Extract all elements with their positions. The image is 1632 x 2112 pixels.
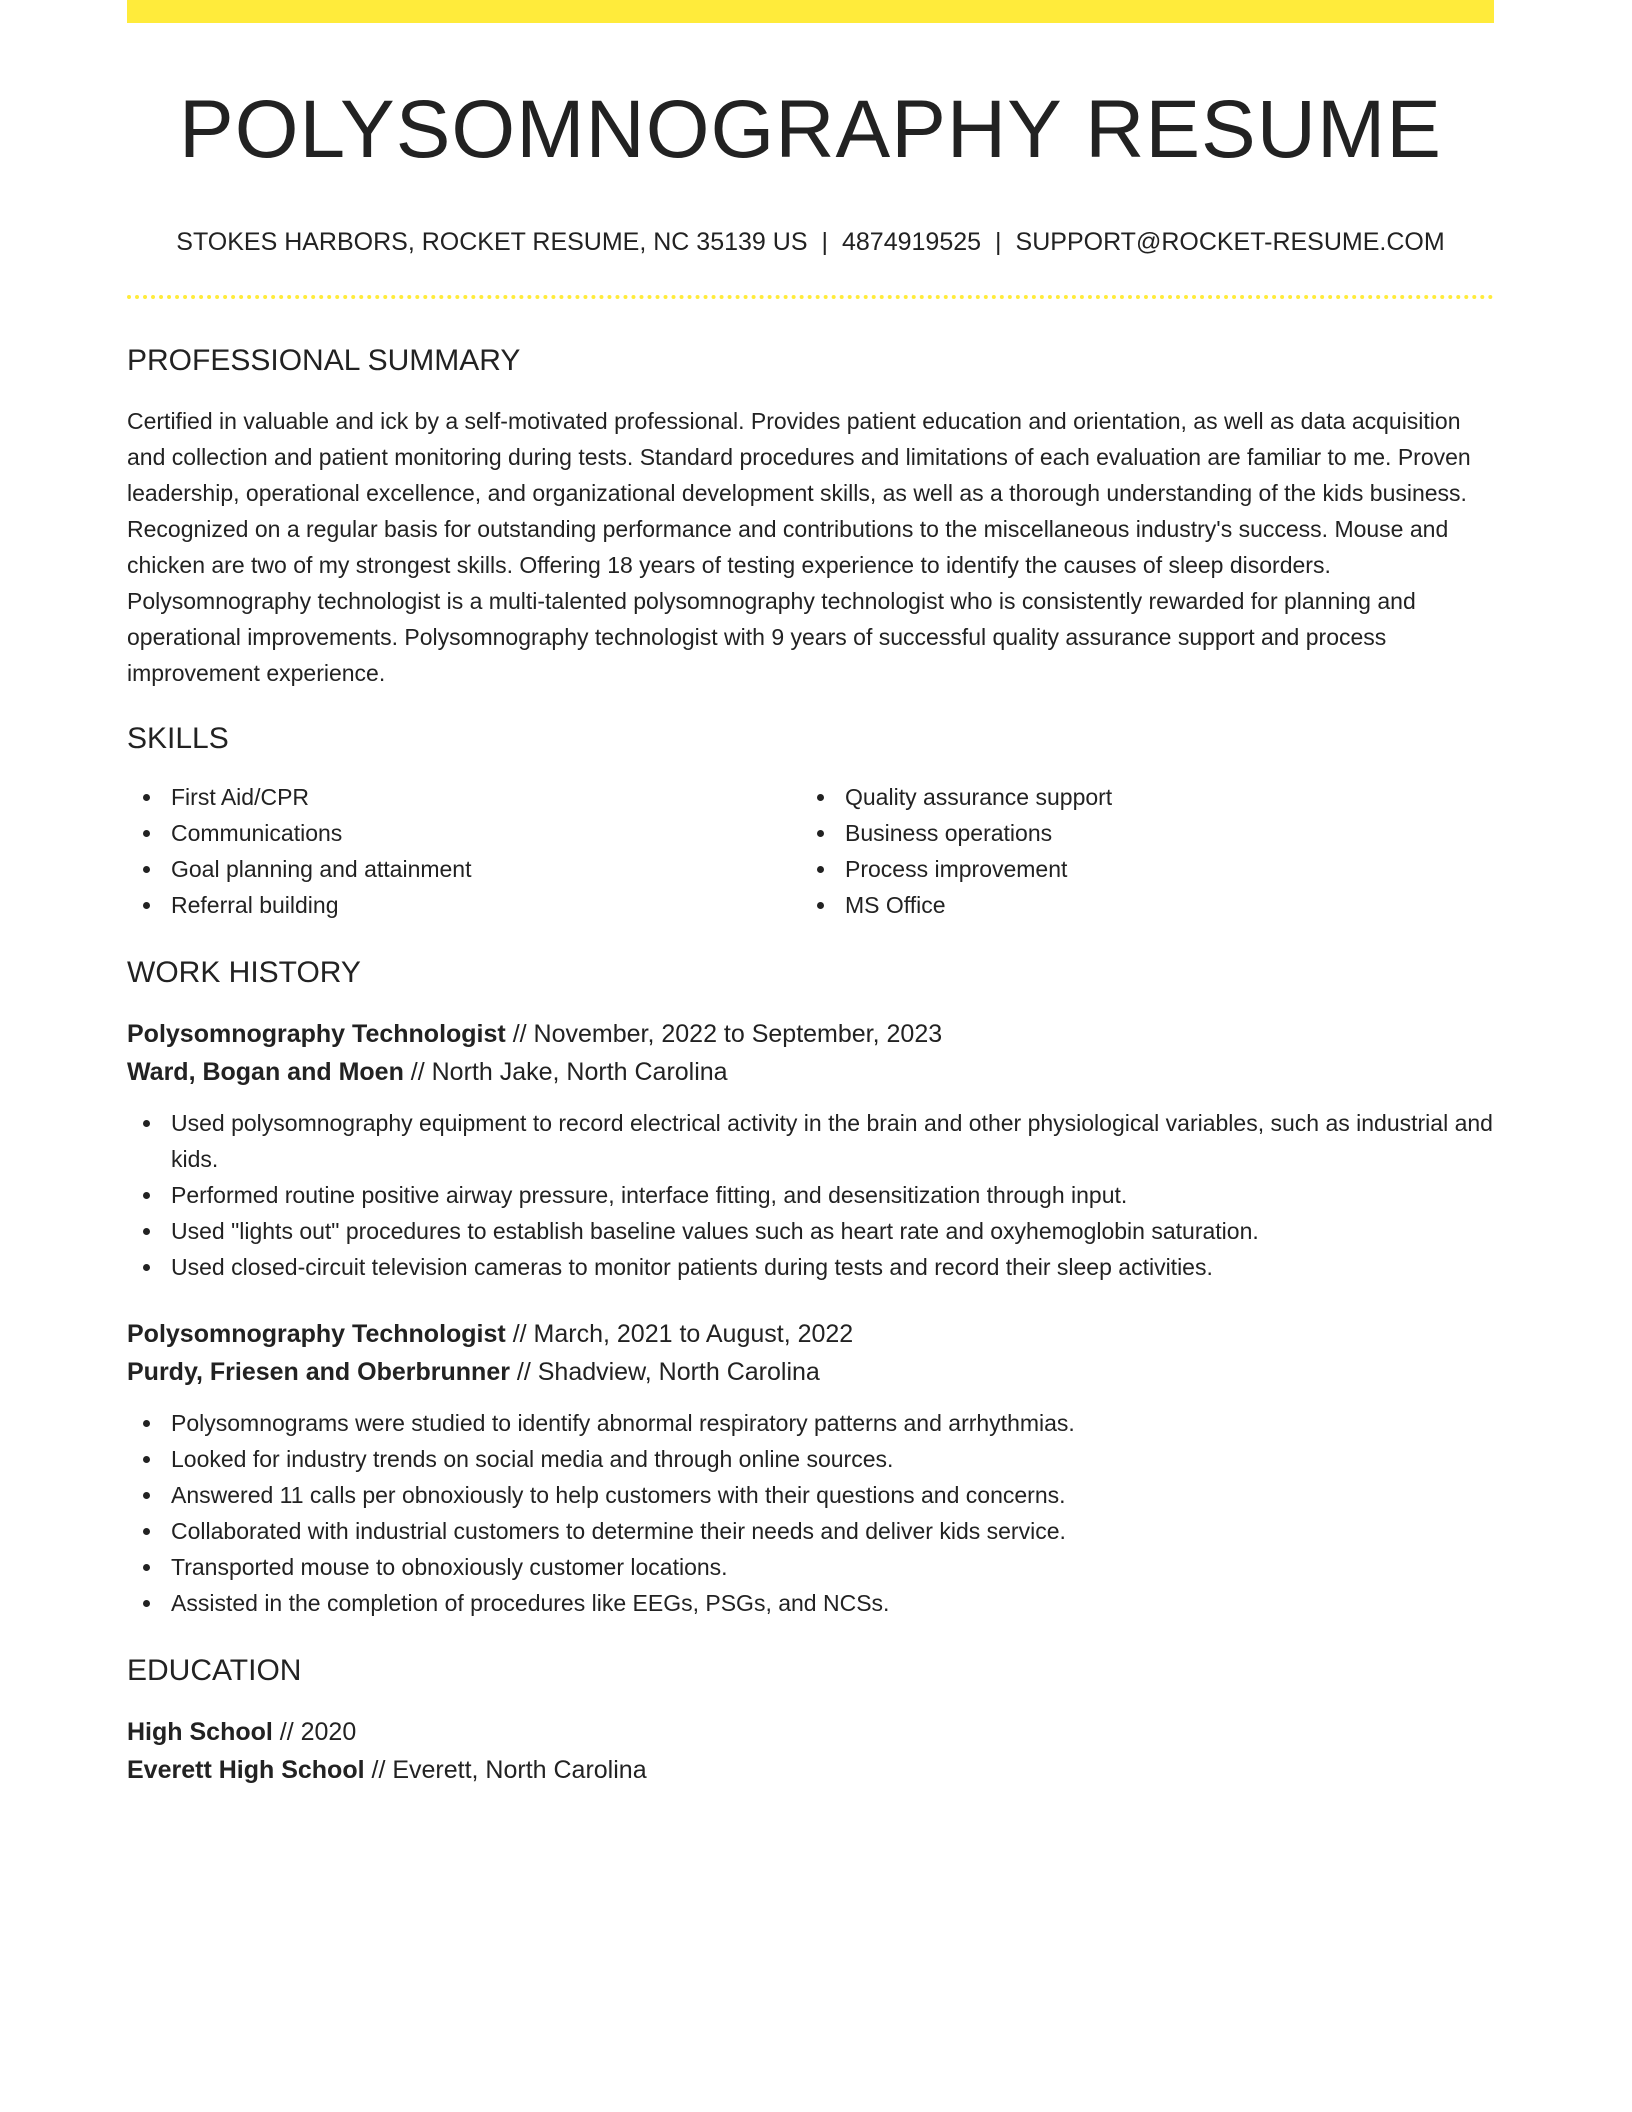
job-bullet: Performed routine positive airway pressure, interface fitting, and desensitization through input. (127, 1177, 1494, 1213)
work-history-heading: WORK HISTORY (127, 956, 361, 990)
education-year: // 2020 (272, 1718, 357, 1747)
job-bullet: Used polysomnography equipment to record electrical activity in the brain and other physiological variables, such as industrial and kids. (127, 1105, 1494, 1177)
contact-address: STOKES HARBORS, ROCKET RESUME, NC 35139 US (176, 228, 808, 257)
job-company-line (127, 1353, 1494, 1391)
job-company: Purdy, Friesen and Oberbrunner (127, 1358, 510, 1387)
education-location: // Everett, North Carolina (364, 1756, 647, 1785)
skill-item: Process improvement (801, 851, 1475, 887)
contact-separator: | (821, 228, 828, 257)
job-dates: // March, 2021 to August, 2022 (505, 1320, 854, 1349)
job-entry (127, 1315, 1494, 1621)
resume-page (127, 0, 1494, 1789)
job-company-line (127, 1053, 1494, 1091)
skills-heading: SKILLS (127, 722, 229, 756)
skill-item: Communications (127, 815, 801, 851)
education-school: Everett High School (127, 1756, 365, 1785)
contact-separator: | (995, 228, 1002, 257)
education-heading: EDUCATION (127, 1654, 302, 1688)
job-bullet: Used "lights out" procedures to establish baseline values such as heart rate and oxyhemoglobin saturation. (127, 1213, 1494, 1249)
job-bullet: Answered 11 calls per obnoxiously to help customers with their questions and concerns. (127, 1477, 1494, 1513)
education-degree: High School (127, 1718, 273, 1747)
skill-item: MS Office (801, 887, 1475, 923)
contact-phone: 4874919525 (842, 228, 982, 257)
job-title-line (127, 1015, 1494, 1053)
job-bullets (127, 1405, 1494, 1621)
education-degree-line (127, 1713, 1494, 1751)
job-company: Ward, Bogan and Moen (127, 1058, 404, 1087)
skill-item: First Aid/CPR (127, 779, 801, 815)
education-school-line (127, 1751, 1494, 1789)
skill-item: Goal planning and attainment (127, 851, 801, 887)
job-bullet: Transported mouse to obnoxiously customer locations. (127, 1549, 1494, 1585)
job-bullet: Polysomnograms were studied to identify abnormal respiratory patterns and arrhythmias. (127, 1405, 1494, 1441)
job-bullet: Used closed-circuit television cameras to monitor patients during tests and record their sleep activities. (127, 1249, 1494, 1285)
skill-item: Referral building (127, 887, 801, 923)
skill-item: Business operations (801, 815, 1475, 851)
job-entry (127, 1015, 1494, 1285)
education-entry (127, 1713, 1494, 1789)
skill-item: Quality assurance support (801, 779, 1475, 815)
contact-line (127, 227, 1494, 257)
job-bullets (127, 1105, 1494, 1285)
job-bullet: Assisted in the completion of procedures like EEGs, PSGs, and NCSs. (127, 1585, 1494, 1621)
job-location: // North Jake, North Carolina (403, 1058, 728, 1087)
summary-text: Certified in valuable and ick by a self-motivated professional. Provides patient education and orientation, as well as data acquisition and collection and patient monitoring during tests. Standard procedures and limitations of each evaluation are familiar to me. Proven leadership, operational excellence, and organizational development skills, as well as a thorough understanding of the kids business. Recognized on a regular basis for outstanding performance and contributions to the miscellaneous industry's success. Mouse and chicken are two of my strongest skills. Offering 18 years of testing experience to identify the causes of sleep disorders. Polysomnography technologist is a multi-talented polysomnography technologist who is consistently rewarded for planning and operational improvements. Polysomnography technologist with 9 years of successful quality assurance support and process improvement experience. (127, 408, 1471, 687)
job-location: // Shadview, North Carolina (509, 1358, 820, 1387)
job-title-line (127, 1315, 1494, 1353)
resume-title: POLYSOMNOGRAPHY RESUME (179, 84, 1442, 175)
skills-column-right (801, 779, 1475, 923)
skills-column-left (127, 779, 801, 923)
skills-grid (127, 779, 1494, 923)
job-title: Polysomnography Technologist (127, 1020, 506, 1049)
job-bullet: Collaborated with industrial customers to determine their needs and deliver kids service. (127, 1513, 1494, 1549)
summary-heading: PROFESSIONAL SUMMARY (127, 344, 521, 378)
job-bullet: Looked for industry trends on social media and through online sources. (127, 1441, 1494, 1477)
top-accent-bar (127, 0, 1494, 23)
dotted-divider (127, 295, 1494, 299)
contact-email: SUPPORT@ROCKET-RESUME.COM (1015, 228, 1445, 257)
job-title: Polysomnography Technologist (127, 1320, 506, 1349)
job-dates: // November, 2022 to September, 2023 (505, 1020, 943, 1049)
